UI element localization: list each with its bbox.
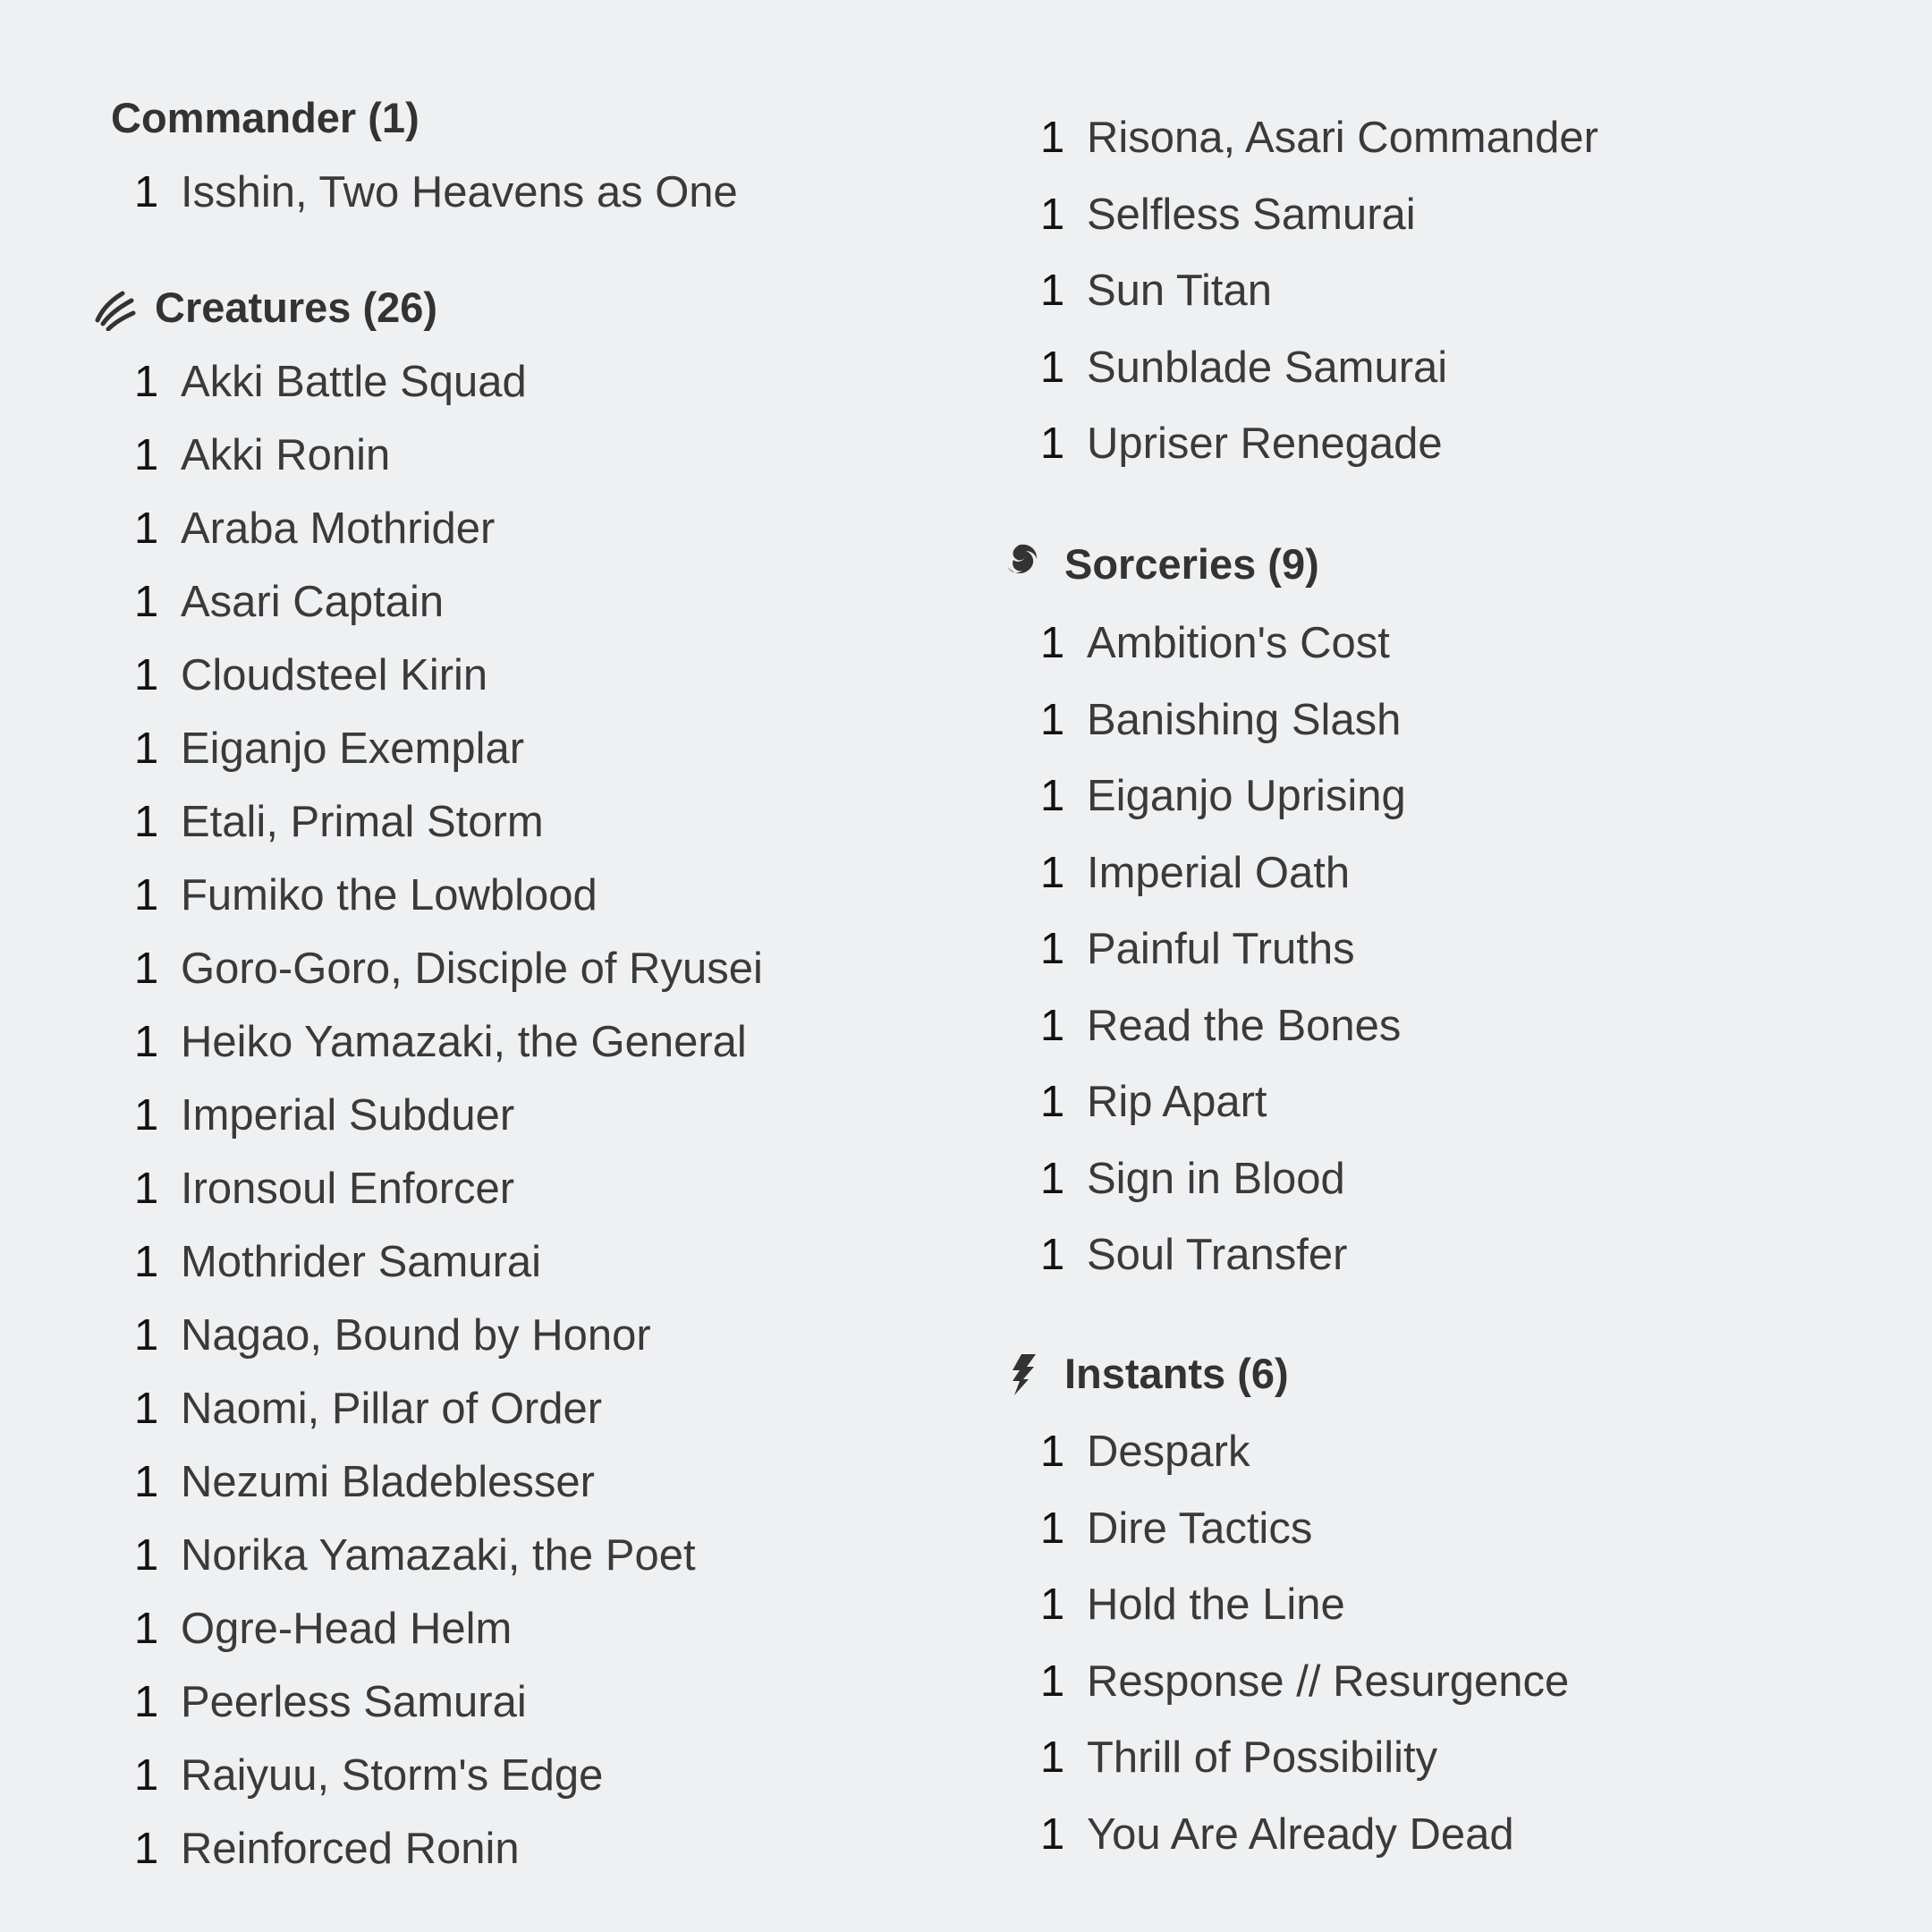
- card-name[interactable]: Imperial Subduer: [181, 1091, 515, 1140]
- list-item[interactable]: [134, 1822, 520, 1876]
- list-item[interactable]: [1040, 1152, 1345, 1206]
- list-item[interactable]: [134, 648, 487, 702]
- card-quantity: 1: [1040, 1154, 1065, 1203]
- card-quantity: 1: [134, 1385, 159, 1433]
- card-quantity: 1: [134, 1825, 159, 1873]
- list-item[interactable]: [1040, 1578, 1345, 1631]
- list-item[interactable]: [134, 165, 738, 219]
- card-quantity: 1: [1040, 1001, 1065, 1050]
- card-name[interactable]: Naomi, Pillar of Order: [181, 1385, 603, 1433]
- list-item[interactable]: [1040, 188, 1416, 242]
- card-name[interactable]: Araba Mothrider: [181, 504, 496, 553]
- list-item[interactable]: [134, 1602, 512, 1656]
- list-item[interactable]: [134, 575, 444, 629]
- card-quantity: 1: [134, 168, 159, 216]
- card-name[interactable]: Sun Titan: [1087, 267, 1273, 315]
- card-name[interactable]: Sunblade Samurai: [1087, 343, 1448, 392]
- flame-swirl-icon: [1002, 541, 1048, 588]
- card-name[interactable]: Read the Bones: [1087, 1001, 1402, 1050]
- card-name[interactable]: Risona, Asari Commander: [1087, 114, 1598, 162]
- list-item[interactable]: [1040, 1228, 1347, 1282]
- card-name[interactable]: Norika Yamazaki, the Poet: [181, 1531, 696, 1580]
- section-title: Sorceries (9): [1064, 540, 1319, 588]
- card-name[interactable]: Cloudsteel Kirin: [181, 651, 488, 699]
- card-quantity: 1: [134, 504, 159, 553]
- card-quantity: 1: [1040, 190, 1065, 239]
- card-quantity: 1: [1040, 267, 1065, 315]
- card-name[interactable]: Ogre-Head Helm: [181, 1605, 513, 1653]
- section-title: Instants (6): [1064, 1350, 1289, 1397]
- list-item[interactable]: [1040, 1425, 1250, 1479]
- card-quantity: 1: [1040, 114, 1065, 162]
- card-name[interactable]: Isshin, Two Heavens as One: [181, 168, 738, 216]
- card-name[interactable]: Response // Resurgence: [1087, 1657, 1570, 1706]
- card-quantity: 1: [1040, 343, 1065, 392]
- card-quantity: 1: [134, 1458, 159, 1506]
- card-quantity: 1: [134, 724, 159, 773]
- list-item[interactable]: [1040, 846, 1350, 900]
- list-item[interactable]: [1040, 1808, 1514, 1861]
- card-name[interactable]: Mothrider Samurai: [181, 1238, 542, 1286]
- card-quantity: 1: [134, 358, 159, 406]
- lightning-bolt-icon: [1002, 1351, 1048, 1397]
- card-quantity: 1: [134, 1311, 159, 1360]
- card-quantity: 1: [1040, 925, 1065, 973]
- list-item[interactable]: [1040, 1075, 1267, 1129]
- card-name[interactable]: Goro-Goro, Disciple of Ryusei: [181, 945, 763, 993]
- list-item[interactable]: [134, 795, 544, 849]
- list-item[interactable]: [134, 1529, 696, 1582]
- card-name[interactable]: Painful Truths: [1087, 925, 1355, 973]
- list-item[interactable]: [134, 502, 495, 555]
- card-quantity: 1: [134, 1751, 159, 1800]
- list-item[interactable]: [1040, 693, 1401, 747]
- card-quantity: 1: [1040, 1078, 1065, 1126]
- card-name[interactable]: Selfless Samurai: [1087, 190, 1416, 239]
- list-item[interactable]: [1040, 417, 1443, 470]
- section-header-sorceries: [1002, 539, 1319, 589]
- list-item[interactable]: [134, 1089, 514, 1142]
- card-name[interactable]: Reinforced Ronin: [181, 1825, 520, 1873]
- list-item[interactable]: [1040, 1731, 1437, 1784]
- card-name[interactable]: Heiko Yamazaki, the General: [181, 1018, 747, 1066]
- card-quantity: 1: [1040, 619, 1065, 667]
- card-quantity: 1: [134, 1091, 159, 1140]
- section-header-instants: [1002, 1349, 1289, 1398]
- list-item[interactable]: [134, 355, 527, 409]
- list-item[interactable]: [134, 1235, 541, 1289]
- card-name[interactable]: Asari Captain: [181, 578, 445, 626]
- card-name[interactable]: Imperial Oath: [1087, 848, 1351, 897]
- card-name[interactable]: Dire Tactics: [1087, 1504, 1313, 1553]
- list-item[interactable]: [1040, 769, 1406, 823]
- list-item[interactable]: [134, 1749, 603, 1802]
- list-item[interactable]: [134, 1309, 651, 1362]
- list-item[interactable]: [1040, 1502, 1312, 1555]
- card-name[interactable]: Etali, Primal Storm: [181, 798, 544, 846]
- card-quantity: 1: [134, 578, 159, 626]
- list-item[interactable]: [134, 1162, 514, 1216]
- card-quantity: 1: [1040, 695, 1065, 744]
- card-quantity: 1: [134, 651, 159, 699]
- list-item[interactable]: [1040, 341, 1447, 394]
- list-item[interactable]: [134, 722, 524, 775]
- list-item[interactable]: [134, 942, 763, 996]
- card-name[interactable]: Upriser Renegade: [1087, 419, 1443, 468]
- card-name[interactable]: Peerless Samurai: [181, 1678, 527, 1726]
- card-name[interactable]: Raiyuu, Storm's Edge: [181, 1751, 604, 1800]
- card-name[interactable]: Hold the Line: [1087, 1580, 1345, 1629]
- card-quantity: 1: [1040, 848, 1065, 897]
- section-title: Commander (1): [111, 94, 419, 141]
- list-item[interactable]: [134, 869, 597, 922]
- card-name[interactable]: You Are Already Dead: [1087, 1809, 1514, 1859]
- list-item[interactable]: [1040, 999, 1401, 1053]
- card-quantity: 1: [1040, 419, 1065, 468]
- card-quantity: 1: [134, 1165, 159, 1213]
- card-name[interactable]: Thrill of Possibility: [1087, 1733, 1438, 1782]
- card-name[interactable]: Nagao, Bound by Honor: [181, 1311, 651, 1360]
- list-item[interactable]: [1040, 1655, 1569, 1708]
- card-quantity: 1: [134, 871, 159, 919]
- card-quantity: 1: [1040, 1231, 1065, 1279]
- card-quantity: 1: [1040, 1809, 1065, 1859]
- card-name[interactable]: Nezumi Bladeblesser: [181, 1458, 595, 1506]
- card-quantity: 1: [134, 945, 159, 993]
- card-quantity: 1: [1040, 1428, 1065, 1476]
- claw-marks-icon: [92, 284, 139, 331]
- card-name[interactable]: Soul Transfer: [1087, 1231, 1348, 1279]
- list-item[interactable]: [134, 1455, 595, 1509]
- section-title: Creatures (26): [155, 284, 438, 331]
- card-name[interactable]: Akki Battle Squad: [181, 358, 527, 406]
- card-name[interactable]: Rip Apart: [1087, 1078, 1267, 1126]
- card-quantity: 1: [134, 1678, 159, 1726]
- list-item[interactable]: [134, 1015, 747, 1069]
- card-name[interactable]: Sign in Blood: [1087, 1154, 1345, 1203]
- card-name[interactable]: Eiganjo Uprising: [1087, 772, 1406, 820]
- card-name[interactable]: Despark: [1087, 1428, 1250, 1476]
- card-name[interactable]: Eiganjo Exemplar: [181, 724, 525, 773]
- card-name[interactable]: Akki Ronin: [181, 431, 391, 479]
- list-item[interactable]: [1040, 616, 1390, 670]
- card-quantity: 1: [134, 431, 159, 479]
- card-quantity: 1: [1040, 1733, 1065, 1782]
- card-quantity: 1: [134, 1531, 159, 1580]
- card-quantity: 1: [1040, 1657, 1065, 1706]
- card-name[interactable]: Fumiko the Lowblood: [181, 871, 597, 919]
- card-quantity: 1: [134, 1238, 159, 1286]
- card-quantity: 1: [1040, 772, 1065, 820]
- card-name[interactable]: Ambition's Cost: [1087, 619, 1390, 667]
- list-item[interactable]: [134, 428, 390, 482]
- card-quantity: 1: [1040, 1580, 1065, 1629]
- card-quantity: 1: [134, 798, 159, 846]
- card-quantity: 1: [134, 1018, 159, 1066]
- section-header-creatures: [92, 283, 437, 332]
- card-quantity: 1: [1040, 1504, 1065, 1553]
- list-item[interactable]: [1040, 264, 1272, 318]
- list-item[interactable]: [134, 1675, 527, 1729]
- list-item[interactable]: [134, 1382, 602, 1436]
- list-item[interactable]: [1040, 922, 1355, 976]
- card-name[interactable]: Banishing Slash: [1087, 695, 1402, 744]
- list-item[interactable]: [1040, 111, 1598, 165]
- card-name[interactable]: Ironsoul Enforcer: [181, 1165, 515, 1213]
- card-quantity: 1: [134, 1605, 159, 1653]
- section-header-commander: [111, 93, 419, 142]
